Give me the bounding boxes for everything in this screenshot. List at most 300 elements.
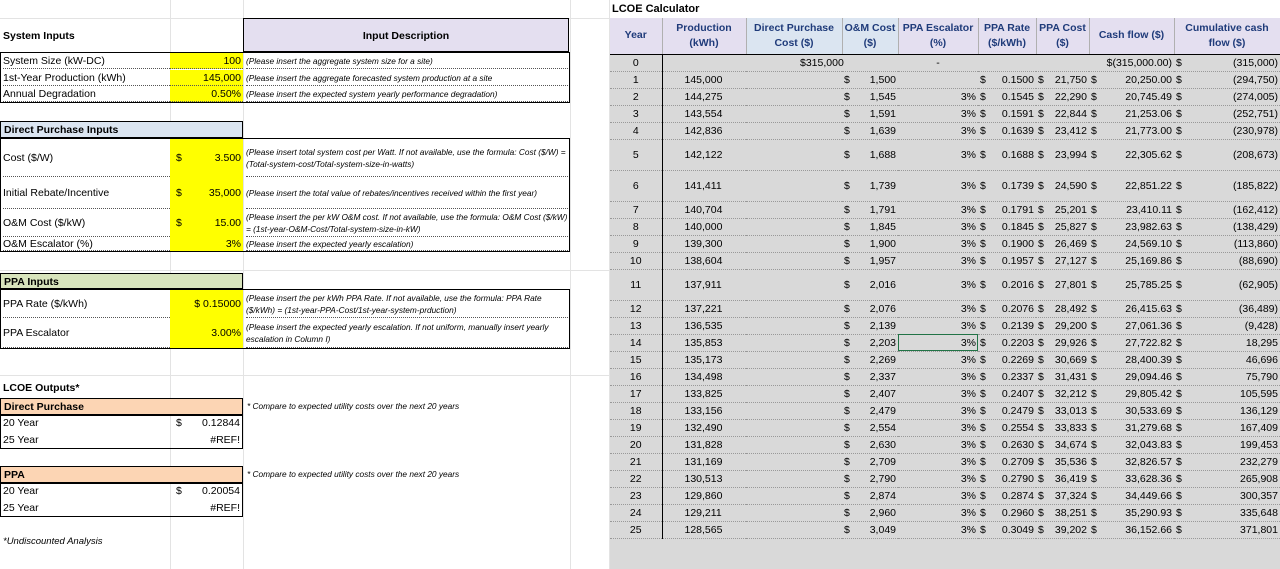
production-cell[interactable]	[662, 317, 746, 334]
ppa-cost-cell[interactable]	[1036, 453, 1089, 470]
cell-currency: $	[844, 523, 850, 536]
direct-purchase-cost-cell[interactable]	[746, 300, 842, 317]
cumulative-cash-flow-cell[interactable]	[1174, 470, 1280, 487]
ppa-escalator-cell[interactable]	[898, 54, 978, 71]
cell-value: 0.1591	[1001, 107, 1034, 120]
ppa-cost-cell[interactable]	[1036, 436, 1089, 453]
cumulative-cash-flow-cell[interactable]	[1174, 88, 1280, 105]
direct-purchase-cost-cell[interactable]	[746, 385, 842, 402]
system-inputs-header: System Inputs	[3, 30, 75, 42]
ppa-rate-cell[interactable]	[978, 170, 1036, 201]
direct-purchase-cost-cell[interactable]	[746, 368, 842, 385]
cell-currency: $	[980, 302, 986, 315]
system-input-value[interactable]: 145,000	[170, 70, 243, 86]
cumulative-cash-flow-cell[interactable]	[1174, 402, 1280, 419]
ppa-escalator-cell[interactable]	[898, 122, 978, 139]
ppa-escalator-cell[interactable]	[898, 470, 978, 487]
year-cell[interactable]: 3	[610, 105, 662, 122]
col-direct-purchase-cost[interactable]: Direct Purchase Cost ($)	[746, 18, 842, 54]
ppa-cost-cell[interactable]	[1036, 402, 1089, 419]
om-cost-cell[interactable]	[842, 487, 898, 504]
cumulative-cash-flow-cell[interactable]	[1174, 419, 1280, 436]
ppa-escalator-cell[interactable]	[898, 252, 978, 269]
production-cell[interactable]	[662, 334, 746, 351]
cell-currency: $	[844, 179, 850, 192]
cumulative-cash-flow-cell[interactable]	[1174, 201, 1280, 218]
system-input-value[interactable]: 100	[170, 53, 243, 69]
production-cell[interactable]	[662, 351, 746, 368]
cell-currency: $	[1038, 336, 1044, 349]
ppa-cost-cell[interactable]	[1036, 351, 1089, 368]
col-cumulative-cash-flow[interactable]: Cumulative cash flow ($)	[1174, 18, 1280, 54]
ppa-rate-cell[interactable]	[978, 419, 1036, 436]
cell-currency: $	[1091, 336, 1097, 349]
ppa-cost-cell[interactable]	[1036, 71, 1089, 88]
om-cost-cell[interactable]	[842, 170, 898, 201]
ppa-rate-cell[interactable]	[978, 252, 1036, 269]
year-cell[interactable]: 2	[610, 88, 662, 105]
cumulative-cash-flow-cell[interactable]	[1174, 269, 1280, 300]
cumulative-cash-flow-cell[interactable]	[1174, 252, 1280, 269]
direct-purchase-cost-cell[interactable]	[746, 419, 842, 436]
col-production[interactable]: Production (kWh)	[662, 18, 746, 54]
cash-flow-cell[interactable]	[1089, 368, 1174, 385]
direct-purchase-cost-cell[interactable]	[746, 170, 842, 201]
cash-flow-cell[interactable]	[1089, 170, 1174, 201]
year-cell[interactable]: 18	[610, 402, 662, 419]
year-cell[interactable]: 5	[610, 139, 662, 170]
cash-flow-cell[interactable]	[1089, 54, 1174, 71]
direct-input-value-cell[interactable]	[170, 209, 243, 237]
ppa-cost-cell[interactable]	[1036, 235, 1089, 252]
year-cell[interactable]: 6	[610, 170, 662, 201]
cash-flow-cell[interactable]	[1089, 300, 1174, 317]
om-cost-cell[interactable]	[842, 470, 898, 487]
om-cost-cell[interactable]	[842, 88, 898, 105]
cumulative-cash-flow-cell[interactable]	[1174, 317, 1280, 334]
om-cost-cell[interactable]	[842, 300, 898, 317]
production-cell[interactable]	[662, 402, 746, 419]
cumulative-cash-flow-cell[interactable]	[1174, 436, 1280, 453]
ppa-rate-cell[interactable]	[978, 105, 1036, 122]
ppa-escalator-cell[interactable]	[898, 170, 978, 201]
direct-purchase-inputs-header: Direct Purchase Inputs	[0, 121, 243, 138]
om-cost-cell[interactable]	[842, 105, 898, 122]
cell-content	[1091, 318, 1172, 334]
table-row	[610, 385, 1280, 402]
cumulative-cash-flow-cell[interactable]	[1174, 170, 1280, 201]
cumulative-cash-flow-cell[interactable]	[1174, 368, 1280, 385]
year-cell[interactable]: 7	[610, 201, 662, 218]
cell-content	[844, 420, 896, 436]
cell-content	[844, 352, 896, 368]
col-ppa-escalator[interactable]: PPA Escalator (%)	[898, 18, 978, 54]
cash-flow-cell[interactable]	[1089, 504, 1174, 521]
om-cost-cell[interactable]	[842, 218, 898, 235]
om-cost-cell[interactable]	[842, 504, 898, 521]
cell-content	[1038, 72, 1087, 88]
om-cost-cell[interactable]	[842, 139, 898, 170]
cell-currency: $	[1176, 124, 1182, 137]
ppa-cost-cell[interactable]	[1036, 504, 1089, 521]
year-cell[interactable]: 25	[610, 521, 662, 538]
cumulative-cash-flow-cell[interactable]	[1174, 334, 1280, 351]
cell-value: 31,279.68	[1125, 421, 1172, 434]
year-cell[interactable]: 24	[610, 504, 662, 521]
cash-flow-cell[interactable]	[1089, 419, 1174, 436]
ppa-escalator-cell[interactable]	[898, 385, 978, 402]
ppa-cost-cell[interactable]	[1036, 170, 1089, 201]
system-input-description: (Please insert the aggregate system size for a site)	[246, 53, 568, 69]
direct-purchase-cost-cell[interactable]	[746, 235, 842, 252]
ppa-escalator-cell[interactable]	[898, 351, 978, 368]
ppa-rate-cell[interactable]	[978, 122, 1036, 139]
direct-purchase-cost-cell[interactable]	[746, 201, 842, 218]
cash-flow-cell[interactable]	[1089, 385, 1174, 402]
ppa-escalator-cell[interactable]	[898, 453, 978, 470]
direct-purchase-cost-cell[interactable]	[746, 252, 842, 269]
year-cell[interactable]: 9	[610, 235, 662, 252]
ppa-escalator-cell[interactable]	[898, 218, 978, 235]
ppa-escalator-cell[interactable]	[898, 521, 978, 538]
ppa-escalator-cell[interactable]	[898, 334, 978, 351]
cell-value: 1,500	[869, 73, 896, 86]
production-cell[interactable]	[662, 170, 746, 201]
ppa-cost-cell[interactable]	[1036, 218, 1089, 235]
system-input-value[interactable]: 0.50%	[170, 86, 243, 102]
output-lcoe-value[interactable]: 0.20054	[202, 485, 240, 497]
cumulative-cash-flow-cell[interactable]	[1174, 105, 1280, 122]
om-cost-cell[interactable]	[842, 368, 898, 385]
cash-flow-cell[interactable]	[1089, 269, 1174, 300]
om-cost-cell[interactable]	[842, 521, 898, 538]
ppa-escalator-cell[interactable]	[898, 436, 978, 453]
year-cell[interactable]: 23	[610, 487, 662, 504]
cash-flow-cell[interactable]	[1089, 122, 1174, 139]
year-cell[interactable]: 16	[610, 368, 662, 385]
production-cell[interactable]	[662, 235, 746, 252]
cell-currency: $	[1176, 438, 1182, 451]
om-cost-cell[interactable]	[842, 402, 898, 419]
ppa-cost-cell[interactable]	[1036, 54, 1089, 71]
cash-flow-cell[interactable]	[1089, 235, 1174, 252]
cumulative-cash-flow-cell[interactable]	[1174, 385, 1280, 402]
ppa-cost-cell[interactable]	[1036, 385, 1089, 402]
cell-content	[844, 270, 896, 300]
cumulative-cash-flow-cell[interactable]	[1174, 351, 1280, 368]
ppa-rate-cell[interactable]	[978, 235, 1036, 252]
om-cost-cell[interactable]	[842, 419, 898, 436]
ppa-escalator-cell[interactable]	[898, 88, 978, 105]
output-lcoe-value[interactable]: #REF!	[210, 434, 240, 446]
direct-purchase-cost-cell[interactable]	[746, 122, 842, 139]
year-cell[interactable]: 13	[610, 317, 662, 334]
direct-input-value-cell[interactable]	[170, 177, 243, 209]
production-cell[interactable]	[662, 252, 746, 269]
ppa-rate-cell[interactable]	[978, 453, 1036, 470]
production-cell[interactable]	[662, 88, 746, 105]
ppa-rate-cell[interactable]	[978, 487, 1036, 504]
output-lcoe-value[interactable]: #REF!	[210, 502, 240, 514]
ppa-rate-cell[interactable]	[978, 139, 1036, 170]
production-cell[interactable]	[662, 504, 746, 521]
production-cell[interactable]	[662, 419, 746, 436]
production-cell[interactable]	[662, 139, 746, 170]
cell-value: (274,005)	[1233, 90, 1278, 103]
ppa-cost-cell[interactable]	[1036, 139, 1089, 170]
ppa-cost-cell[interactable]	[1036, 201, 1089, 218]
ppa-escalator-cell[interactable]	[898, 317, 978, 334]
cell-value: 37,324	[1054, 489, 1087, 502]
cell-value: (113,860)	[1233, 237, 1278, 250]
cell-value: 3%	[960, 107, 976, 120]
production-cell[interactable]	[662, 368, 746, 385]
om-cost-cell[interactable]	[842, 351, 898, 368]
cumulative-cash-flow-cell[interactable]	[1174, 122, 1280, 139]
cumulative-cash-flow-cell[interactable]	[1174, 235, 1280, 252]
ppa-escalator-cell[interactable]	[898, 105, 978, 122]
cell-content	[1091, 471, 1172, 487]
ppa-rate-cell[interactable]	[978, 402, 1036, 419]
cell-content	[665, 270, 745, 300]
om-cost-cell[interactable]	[842, 269, 898, 300]
cumulative-cash-flow-cell[interactable]	[1174, 453, 1280, 470]
col-ppa-rate[interactable]: PPA Rate ($/kWh)	[978, 18, 1036, 54]
cash-flow-cell[interactable]	[1089, 105, 1174, 122]
direct-purchase-cost-cell[interactable]	[746, 487, 842, 504]
year-cell[interactable]: 21	[610, 453, 662, 470]
col-om-cost[interactable]: O&M Cost ($)	[842, 18, 898, 54]
om-cost-cell[interactable]	[842, 54, 898, 71]
cell-value: 26,469	[1054, 237, 1087, 250]
cash-flow-cell[interactable]	[1089, 218, 1174, 235]
cell-value: 28,400.39	[1125, 353, 1172, 366]
om-cost-cell[interactable]	[842, 235, 898, 252]
ppa-rate-cell[interactable]	[978, 269, 1036, 300]
year-cell[interactable]: 19	[610, 419, 662, 436]
cell-value: 29,200	[1054, 319, 1087, 332]
om-cost-cell[interactable]	[842, 385, 898, 402]
production-cell[interactable]	[662, 71, 746, 88]
direct-purchase-cost-cell[interactable]	[746, 71, 842, 88]
ppa-input-value[interactable]: 3.00%	[170, 318, 243, 348]
om-cost-cell[interactable]	[842, 252, 898, 269]
ppa-escalator-cell[interactable]	[898, 71, 978, 88]
ppa-cost-cell[interactable]	[1036, 300, 1089, 317]
year-cell[interactable]: 12	[610, 300, 662, 317]
production-cell[interactable]	[662, 521, 746, 538]
ppa-rate-cell[interactable]	[978, 300, 1036, 317]
cumulative-cash-flow-cell[interactable]	[1174, 521, 1280, 538]
ppa-escalator-cell[interactable]	[898, 139, 978, 170]
ppa-cost-cell[interactable]	[1036, 252, 1089, 269]
direct-purchase-cost-cell[interactable]	[746, 139, 842, 170]
ppa-rate-cell[interactable]	[978, 218, 1036, 235]
output-lcoe-value[interactable]: 0.12844	[202, 417, 240, 429]
year-cell[interactable]: 0	[610, 54, 662, 71]
cumulative-cash-flow-cell[interactable]	[1174, 71, 1280, 88]
cash-flow-cell[interactable]	[1089, 201, 1174, 218]
direct-purchase-cost-cell[interactable]	[746, 218, 842, 235]
ppa-rate-cell[interactable]	[978, 521, 1036, 538]
cash-flow-cell[interactable]	[1089, 71, 1174, 88]
direct-purchase-cost-cell[interactable]	[746, 105, 842, 122]
om-cost-cell[interactable]	[842, 201, 898, 218]
cell-currency: $	[800, 56, 806, 69]
cash-flow-cell[interactable]	[1089, 521, 1174, 538]
col-cash-flow[interactable]: Cash flow ($)	[1089, 18, 1174, 54]
direct-purchase-cost-cell[interactable]	[746, 351, 842, 368]
direct-purchase-cost-cell[interactable]	[746, 317, 842, 334]
col-ppa-cost[interactable]: PPA Cost ($)	[1036, 18, 1089, 54]
om-cost-cell[interactable]	[842, 71, 898, 88]
year-cell[interactable]: 20	[610, 436, 662, 453]
cell-value: 23,982.63	[1125, 220, 1172, 233]
cash-flow-cell[interactable]	[1089, 334, 1174, 351]
cell-value: 33,013	[1054, 404, 1087, 417]
direct-purchase-cost-cell[interactable]	[746, 269, 842, 300]
year-cell[interactable]: 11	[610, 269, 662, 300]
production-cell[interactable]	[662, 201, 746, 218]
cash-flow-cell[interactable]	[1089, 402, 1174, 419]
direct-purchase-cost-cell[interactable]	[746, 504, 842, 521]
year-cell[interactable]: 22	[610, 470, 662, 487]
om-cost-cell[interactable]	[842, 334, 898, 351]
year-cell[interactable]: 4	[610, 122, 662, 139]
ppa-rate-cell[interactable]	[978, 88, 1036, 105]
ppa-rate-cell[interactable]	[978, 470, 1036, 487]
ppa-cost-cell[interactable]	[1036, 317, 1089, 334]
om-cost-cell[interactable]	[842, 436, 898, 453]
production-cell[interactable]	[662, 122, 746, 139]
cumulative-cash-flow-cell[interactable]	[1174, 218, 1280, 235]
ppa-escalator-cell[interactable]	[898, 235, 978, 252]
ppa-cost-cell[interactable]	[1036, 368, 1089, 385]
cumulative-cash-flow-cell[interactable]	[1174, 504, 1280, 521]
year-cell[interactable]: 14	[610, 334, 662, 351]
om-cost-cell[interactable]	[842, 453, 898, 470]
ppa-escalator-cell[interactable]	[898, 402, 978, 419]
cell-content	[844, 202, 896, 218]
ppa-cost-cell[interactable]	[1036, 487, 1089, 504]
ppa-rate-cell[interactable]	[978, 368, 1036, 385]
ppa-cost-cell[interactable]	[1036, 470, 1089, 487]
cumulative-cash-flow-cell[interactable]	[1174, 139, 1280, 170]
production-cell[interactable]	[662, 436, 746, 453]
ppa-cost-cell[interactable]	[1036, 521, 1089, 538]
ppa-escalator-cell[interactable]	[898, 487, 978, 504]
ppa-escalator-cell[interactable]	[898, 368, 978, 385]
ppa-escalator-cell[interactable]	[898, 419, 978, 436]
production-cell[interactable]	[662, 269, 746, 300]
ppa-cost-cell[interactable]	[1036, 334, 1089, 351]
cash-flow-cell[interactable]	[1089, 351, 1174, 368]
cash-flow-cell[interactable]	[1089, 139, 1174, 170]
ppa-rate-cell[interactable]	[978, 317, 1036, 334]
cell-currency: $	[1038, 489, 1044, 502]
direct-purchase-cost-cell[interactable]	[746, 470, 842, 487]
cell-currency: $	[1038, 90, 1044, 103]
ppa-rate-cell[interactable]	[978, 351, 1036, 368]
cell-content	[1091, 219, 1172, 235]
cell-value: 1,957	[869, 254, 896, 267]
ppa-escalator-cell[interactable]	[898, 300, 978, 317]
year-cell[interactable]: 8	[610, 218, 662, 235]
cumulative-cash-flow-cell[interactable]	[1174, 54, 1280, 71]
om-cost-cell[interactable]	[842, 122, 898, 139]
direct-purchase-cost-cell[interactable]	[746, 402, 842, 419]
year-cell[interactable]: 10	[610, 252, 662, 269]
cell-content	[980, 454, 1034, 470]
production-cell[interactable]	[662, 105, 746, 122]
production-cell[interactable]	[662, 54, 746, 71]
production-cell[interactable]	[662, 218, 746, 235]
ppa-escalator-cell[interactable]	[898, 201, 978, 218]
ppa-rate-cell[interactable]	[978, 71, 1036, 88]
ppa-cost-cell[interactable]	[1036, 419, 1089, 436]
cash-flow-cell[interactable]	[1089, 252, 1174, 269]
ppa-rate-cell[interactable]	[978, 201, 1036, 218]
ppa-escalator-cell[interactable]	[898, 269, 978, 300]
direct-purchase-cost-cell[interactable]	[746, 334, 842, 351]
direct-purchase-cost-cell[interactable]	[746, 436, 842, 453]
ppa-rate-cell[interactable]	[978, 54, 1036, 71]
cell-value: 3%	[960, 302, 976, 315]
cash-flow-cell[interactable]	[1089, 317, 1174, 334]
ppa-rate-cell[interactable]	[978, 504, 1036, 521]
ppa-escalator-cell[interactable]	[898, 504, 978, 521]
cell-value: 25,201	[1054, 203, 1087, 216]
production-cell[interactable]	[662, 470, 746, 487]
cell-value: 145,000	[684, 73, 723, 86]
cash-flow-cell[interactable]	[1089, 88, 1174, 105]
cumulative-cash-flow-cell[interactable]	[1174, 300, 1280, 317]
year-cell[interactable]: 1	[610, 71, 662, 88]
year-cell[interactable]: 17	[610, 385, 662, 402]
ppa-rate-cell[interactable]	[978, 436, 1036, 453]
direct-purchase-cost-cell[interactable]	[746, 521, 842, 538]
om-cost-cell[interactable]	[842, 317, 898, 334]
production-cell[interactable]	[662, 487, 746, 504]
cash-flow-cell[interactable]	[1089, 453, 1174, 470]
production-cell[interactable]	[662, 453, 746, 470]
ppa-cost-cell[interactable]	[1036, 269, 1089, 300]
production-cell[interactable]	[662, 385, 746, 402]
production-cell[interactable]	[662, 300, 746, 317]
ppa-cost-cell[interactable]	[1036, 122, 1089, 139]
cell-content	[1091, 123, 1172, 139]
cell-content	[748, 55, 844, 71]
cumulative-cash-flow-cell[interactable]	[1174, 487, 1280, 504]
direct-purchase-cost-cell[interactable]	[746, 453, 842, 470]
ppa-cost-cell[interactable]	[1036, 105, 1089, 122]
cell-value: 0.3049	[1001, 523, 1034, 536]
ppa-rate-cell[interactable]	[978, 334, 1036, 351]
year-cell[interactable]: 15	[610, 351, 662, 368]
cell-currency: $	[1176, 336, 1182, 349]
cash-flow-cell[interactable]	[1089, 470, 1174, 487]
direct-purchase-cost-cell[interactable]	[746, 54, 842, 71]
ppa-input-value[interactable]: $ 0.15000	[170, 290, 243, 318]
cash-flow-cell[interactable]	[1089, 436, 1174, 453]
col-year[interactable]: Year	[610, 18, 662, 54]
ppa-rate-cell[interactable]	[978, 385, 1036, 402]
direct-purchase-cost-cell[interactable]	[746, 88, 842, 105]
cash-flow-cell[interactable]	[1089, 487, 1174, 504]
ppa-cost-cell[interactable]	[1036, 88, 1089, 105]
direct-input-value-cell[interactable]	[170, 237, 243, 251]
direct-input-value-cell[interactable]	[170, 139, 243, 177]
